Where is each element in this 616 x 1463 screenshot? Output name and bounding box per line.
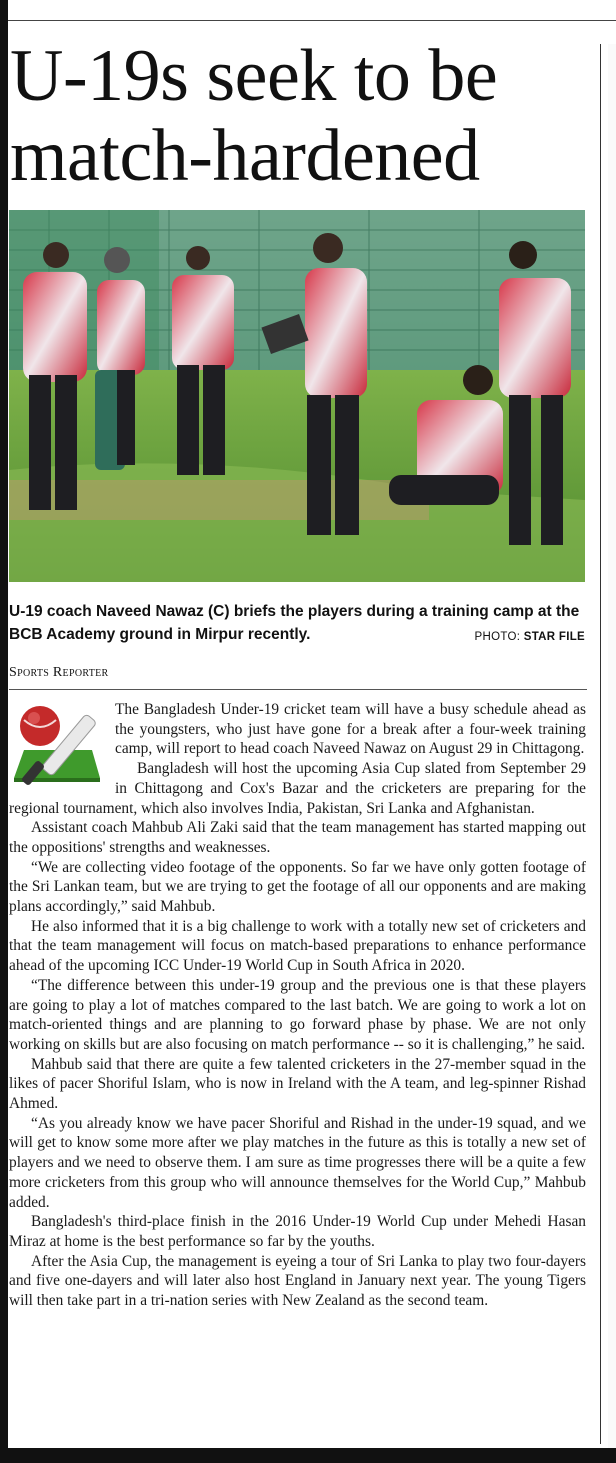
byline-rule <box>9 689 587 690</box>
paragraph: “As you already know we have pacer Shoriful and Rishad in the under-19 squad, and we will get to know some more after we play matches in the future as this is totally a new set of players and we need to observe them. I am sure as time progresses there will be a quite a few more cricketers from this group who will announce themselves for the World Cup,” Mahbub added. <box>9 1114 586 1211</box>
paragraph: The Bangladesh Under-19 cricket team will have a busy schedule ahead as the youngsters, who just have gone for a break after a four-week training camp, will report to head coach Naveed Nawaz on August 29 in Chittagong. <box>115 701 586 758</box>
photo-caption: U-19 coach Naveed Nawaz (C) briefs the players during a training camp at the BCB Academy ground in Mirpur recently. <box>9 603 580 643</box>
article-body <box>9 700 586 1311</box>
headline: U-19s seek to be match-hardened <box>10 35 498 197</box>
page-left-border <box>0 0 8 1463</box>
paragraph: He also informed that it is a big challenge to work with a totally new set of cricketers and that the team management will focus on match-based preparations to enhance performance ahead of the upcoming ICC Under-19 World Cup in South Africa in 2020. <box>9 917 586 975</box>
paragraph: Bangladesh's third-place finish in the 2016 Under-19 World Cup under Mehedi Hasan Miraz at home is the best performance so far by the youths. <box>9 1213 586 1250</box>
paragraph: “The difference between this under-19 group and the previous one is that these players are going to play a lot of matches compared to the last batch. We are going to work a lot on match-oriented things and are planning to go forward phase by phase. We are not only working on skills but are also focusing on match performance -- so it is challenging,” he said. <box>9 976 586 1053</box>
paragraph: Mahbub said that there are quite a few talented cricketers in the 27-member squad in the likes of pacer Shoriful Islam, who is now in Ireland with the A team, and leg-spinner Rishad Ahmed. <box>9 1055 586 1113</box>
paragraph: “We are collecting video footage of the opponents. So far we have only gotten footage of the Sri Lankan team, but we are trying to get the footage of all our opponents and are making plans accordingly,” said Mahbub. <box>9 858 586 916</box>
paragraph: Bangladesh will host the upcoming Asia Cup slated from September 29 in Chittagong and Cox's Bazar and the cricketers are preparing for the regional tournament, which also involves India, Pakistan, Sri Lanka and Afghanistan. <box>9 760 586 817</box>
page-bottom-border <box>0 1448 616 1463</box>
photo-credit-label: PHOTO: <box>474 631 521 643</box>
page-right-margin <box>608 44 616 1448</box>
paragraph: Assistant coach Mahbub Ali Zaki said that the team management has started mapping out the oppositions' strengths and weaknesses. <box>9 819 586 856</box>
icon-spacer <box>9 700 115 784</box>
training-photo <box>9 210 585 582</box>
column-rule <box>600 44 601 1444</box>
paragraph: After the Asia Cup, the management is eyeing a tour of Sri Lanka to play two four-dayers and five one-dayers and will later also host England in January next year. The young Tigers will then take part in a tri-nation series with New Zealand as the second team. <box>9 1252 586 1310</box>
top-rule <box>8 20 616 21</box>
byline: Sports Reporter <box>9 665 109 680</box>
photo-credit-source: STAR FILE <box>523 631 585 643</box>
photo-credit <box>475 631 585 643</box>
